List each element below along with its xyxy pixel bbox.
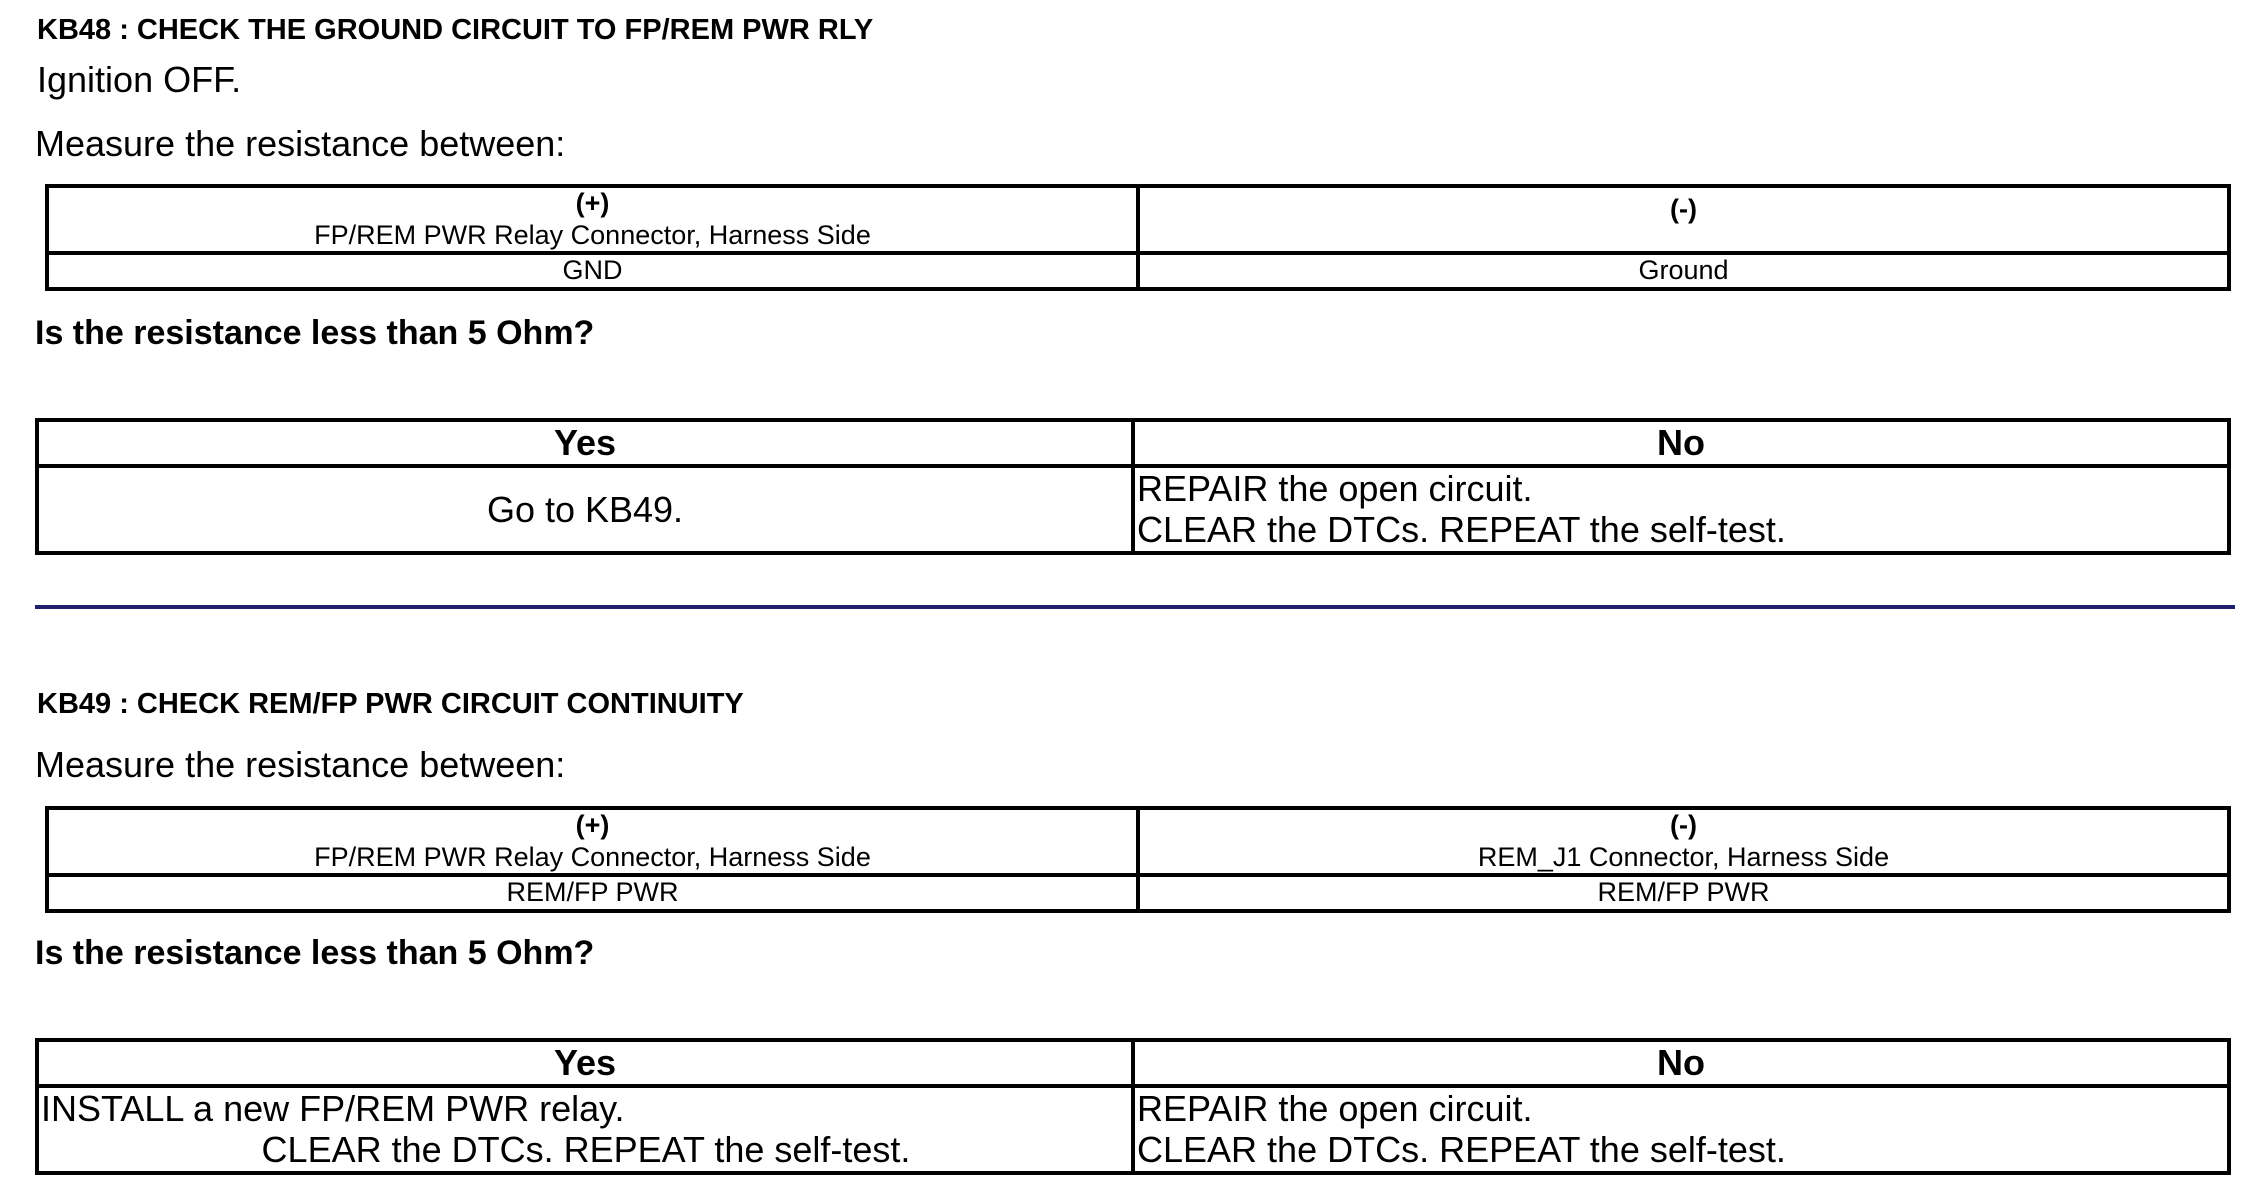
kb48-plus-header-cell: [47, 186, 1138, 253]
kb48-measure-table: [45, 184, 2231, 291]
kb49-yes-header: Yes: [37, 1040, 1133, 1086]
kb48-question: Is the resistance less than 5 Ohm?: [35, 314, 595, 352]
kb49-question: Is the resistance less than 5 Ohm?: [35, 934, 595, 972]
kb49-yes-action-cell: [37, 1086, 1133, 1173]
kb49-answer-table: [35, 1038, 2231, 1175]
kb48-no-header: No: [1133, 420, 2229, 466]
kb48-answer-table: [35, 418, 2231, 555]
kb48-no-action-line1: REPAIR the open circuit.: [1137, 468, 1533, 509]
kb48-plus-connector: FP/REM PWR Relay Connector, Harness Side: [314, 219, 871, 250]
section-divider: [35, 605, 2235, 609]
kb49-no-action-line2: CLEAR the DTCs. REPEAT the self-test.: [1137, 1129, 1786, 1171]
kb49-no-header: No: [1133, 1040, 2229, 1086]
kb49-measure-label: Measure the resistance between:: [35, 744, 566, 785]
kb49-yes-action-line2: CLEAR the DTCs. REPEAT the self-test.: [261, 1129, 911, 1171]
kb49-title: KB49 : CHECK REM/FP PWR CIRCUIT CONTINUITY: [37, 688, 744, 720]
kb48-yes-header: Yes: [37, 420, 1133, 466]
kb49-minus-header-cell: [1138, 808, 2229, 875]
kb48-instruction: Ignition OFF.: [37, 59, 242, 100]
kb49-plus-pin: REM/FP PWR: [47, 875, 1138, 911]
kb48-minus-sign: (-): [1670, 194, 1697, 224]
kb49-plus-sign: (+): [575, 810, 610, 841]
kb49-measure-table: [45, 806, 2231, 913]
kb48-title: KB48 : CHECK THE GROUND CIRCUIT TO FP/REM PWR RLY: [37, 14, 874, 46]
kb49-minus-sign: (-): [1670, 810, 1697, 841]
kb48-measure-label: Measure the resistance between:: [35, 123, 566, 164]
kb49-minus-pin: REM/FP PWR: [1138, 875, 2229, 911]
kb48-no-action-cell: [1133, 466, 2229, 553]
kb48-minus-header-cell: [1138, 186, 2229, 253]
kb48-plus-pin: GND: [47, 253, 1138, 289]
kb49-plus-connector: FP/REM PWR Relay Connector, Harness Side: [314, 841, 871, 872]
kb48-plus-sign: (+): [575, 188, 610, 219]
kb49-yes-action-line1: INSTALL a new FP/REM PWR relay.: [41, 1088, 625, 1129]
kb49-minus-connector: REM_J1 Connector, Harness Side: [1477, 841, 1890, 872]
kb48-yes-action: Go to KB49.: [37, 466, 1133, 553]
kb49-no-action-line1: REPAIR the open circuit.: [1137, 1088, 1533, 1129]
kb48-no-action-line2: CLEAR the DTCs. REPEAT the self-test.: [1137, 509, 1786, 551]
kb48-minus-pin: Ground: [1138, 253, 2229, 289]
kb49-no-action-cell: [1133, 1086, 2229, 1173]
kb49-plus-header-cell: [47, 808, 1138, 875]
